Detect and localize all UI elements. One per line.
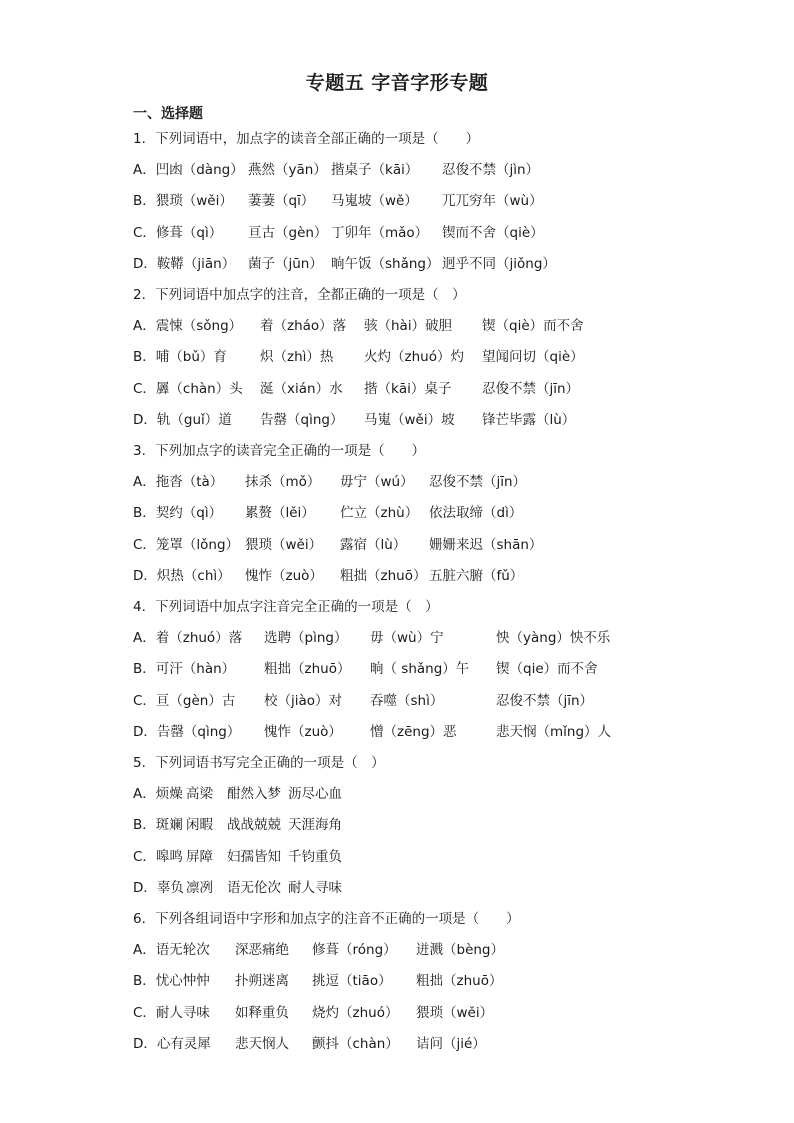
option-row [0,566,794,586]
option-segment: 选聘（pìng） [264,630,348,647]
option-segment: 耐人寻味 [288,879,342,896]
option-segment: 颤抖（chàn） [312,1035,399,1052]
option-segment: 伫立（zhù） [340,505,419,522]
option-segment: 憎（zēng）恶 [370,723,457,740]
option-row [0,971,794,991]
option-row [0,316,794,336]
option-row [0,223,794,243]
option-segment: 猥琐（wěi） [416,1004,494,1021]
option-segment: D．告罄（qìng） [133,723,241,740]
option-segment: D．鞍鞯（jiān） [133,255,236,272]
option-segment: D．轨（guǐ）道 [133,411,232,428]
option-segment: 屏障 [186,848,213,865]
section-heading: 一、选择题 [133,106,203,122]
option-row [0,410,794,430]
option-segment: C．耐人寻味 [133,1004,210,1021]
option-segment: B．可汗（hàn） [133,661,236,678]
option-row [0,847,794,867]
option-segment: 怏（yàng）怏不乐 [496,630,611,647]
option-segment: A．烦燥 [133,786,183,803]
option-segment: 忍俊不禁（jīn） [429,474,527,491]
option-segment: B．斑斓 [133,817,183,834]
option-row [0,940,794,960]
option-segment: D．辜负 [133,879,184,896]
question-stem: 1．下列词语中，加点字的读音全部正确的一项是（ ） [133,131,480,147]
option-segment: 亘古（gèn） [248,224,328,241]
option-segment: B．契约（qì） [133,505,223,522]
option-segment: 天涯海角 [288,817,342,834]
option-segment: B．猥琐（wěi） [133,193,233,210]
option-segment: 迸溅（bèng） [416,942,505,959]
option-segment: 涎（xián）水 [260,380,343,397]
option-segment: 望闻问切（qiè） [482,349,584,366]
option-row [0,160,794,180]
option-segment: 深恶痛绝 [235,942,289,959]
option-segment: 闲暇 [186,817,213,834]
option-segment: 扑朔迷离 [235,973,289,990]
option-segment: B．忧心忡忡 [133,973,210,990]
option-segment: 依法取缔（dì） [429,505,523,522]
option-segment: 骇（hài）破胆 [364,318,453,335]
option-segment: 烧灼（zhuó） [312,1004,399,1021]
question-stem: 5．下列词语书写完全正确的一项是（ ） [133,755,385,771]
option-row [0,784,794,804]
option-row [0,472,794,492]
option-segment: 锲（qiè）而不舍 [482,318,584,335]
option-segment: 丁卯年（mǎo） [331,224,429,241]
option-segment: 抹杀（mǒ） [245,474,321,491]
option-segment: 五脏六腑（fǔ） [429,567,524,584]
option-segment: 着（zháo）落 [260,318,347,335]
option-segment: C．修葺（qì） [133,224,223,241]
option-row [0,815,794,835]
option-segment: D．心有灵犀 [133,1035,211,1052]
option-segment: 告罄（qìng） [260,411,344,428]
option-segment: 燕然（yān） [248,162,327,179]
option-row [0,254,794,274]
option-segment: 凛冽 [186,879,213,896]
option-segment: 修葺（róng） [312,942,397,959]
option-row [0,691,794,711]
option-segment: 毋（wù）宁 [370,630,444,647]
option-segment: 猥琐（wěi） [245,536,323,553]
option-row [0,1003,794,1023]
option-segment: 高梁 [186,786,213,803]
option-segment: 毋宁（wú） [340,474,414,491]
option-row [0,878,794,898]
option-segment: 揩（kāi）桌子 [364,380,452,397]
option-segment: 酣然入梦 [227,786,281,803]
option-segment: 晌午饭（shǎng） [331,255,440,272]
option-segment: 悲天悯人 [235,1035,289,1052]
option-segment: 千钧重负 [288,848,342,865]
option-segment: 如释重负 [235,1004,289,1021]
option-segment: A．拖沓（tà） [133,474,224,491]
option-segment: A．凹凼（dàng） [133,162,244,179]
option-row [0,347,794,367]
option-segment: 校（jiào）对 [264,692,343,709]
page-title: 专题五 字音字形专题 [305,72,489,94]
option-segment: C．笼罩（lǒng） [133,536,240,553]
option-segment: C．亘（gèn）古 [133,692,236,709]
option-segment: 火灼（zhuó）灼 [364,349,464,366]
option-row [0,659,794,679]
option-segment: D．炽热（chì） [133,567,231,584]
option-segment: 晌（ shǎng）午 [370,661,470,678]
option-segment: 姗姗来迟（shān） [429,536,543,553]
option-segment: 粗拙（zhuō） [340,567,427,584]
option-segment: C．羼（chàn）头 [133,380,243,397]
option-segment: 粗拙（zhuō） [264,661,351,678]
option-segment: 沥尽心血 [288,786,342,803]
option-segment: 忍俊不禁（jìn） [442,162,540,179]
option-segment: 锋芒毕露（lù） [482,411,576,428]
question-stem: 4．下列词语中加点字注音完全正确的一项是（ ） [133,599,439,615]
option-row [0,191,794,211]
option-segment: 愧怍（zuò） [245,567,323,584]
option-row [0,503,794,523]
option-segment: 兀兀穷年（wù） [442,193,543,210]
option-segment: 锲而不舍（qiè） [442,224,544,241]
option-segment: 挑逗（tiāo） [312,973,392,990]
option-segment: 粗拙（zhuō） [416,973,503,990]
option-segment: 锲（qie）而不舍 [496,661,598,678]
option-segment: 愧怍（zuò） [264,723,342,740]
option-segment: 吞噬（shì） [370,692,444,709]
option-segment: 菌子（jūn） [248,255,323,272]
option-segment: 语无伦次 [227,879,281,896]
question-stem: 2．下列词语中加点字的注音，全都正确的一项是（ ） [133,287,466,303]
option-segment: 忍俊不禁（jīn） [496,692,594,709]
option-segment: A．着（zhuó）落 [133,630,243,647]
option-segment: 炽（zhì）热 [260,349,334,366]
option-row [0,628,794,648]
option-segment: 妇孺皆知 [227,848,281,865]
option-segment: 忍俊不禁（jīn） [482,380,580,397]
option-segment: A．震悚（sǒng） [133,318,243,335]
option-segment: 马嵬坡（wě） [331,193,418,210]
option-row [0,1034,794,1054]
option-segment: B．哺（bǔ）育 [133,349,227,366]
option-segment: 萋萋（qī） [248,193,315,210]
option-segment: 累赘（lěi） [245,505,315,522]
option-segment: 马嵬（wěi）坡 [364,411,455,428]
option-segment: 战战兢兢 [227,817,281,834]
option-row [0,722,794,742]
option-segment: C．嗥鸣 [133,848,183,865]
option-segment: 悲天悯（mǐng）人 [496,723,612,740]
option-segment: 露宿（lù） [340,536,407,553]
question-stem: 6．下列各组词语中字形和加点字的注音不正确的一项是（ ） [133,911,520,927]
option-segment: A．语无轮次 [133,942,210,959]
option-segment: 诘问（jié） [416,1035,486,1052]
option-segment: 迥乎不同（jiǒng） [442,255,556,272]
option-segment: 揩桌子（kāi） [331,162,419,179]
option-row [0,535,794,555]
option-row [0,379,794,399]
question-stem: 3．下列加点字的读音完全正确的一项是（ ） [133,443,426,459]
